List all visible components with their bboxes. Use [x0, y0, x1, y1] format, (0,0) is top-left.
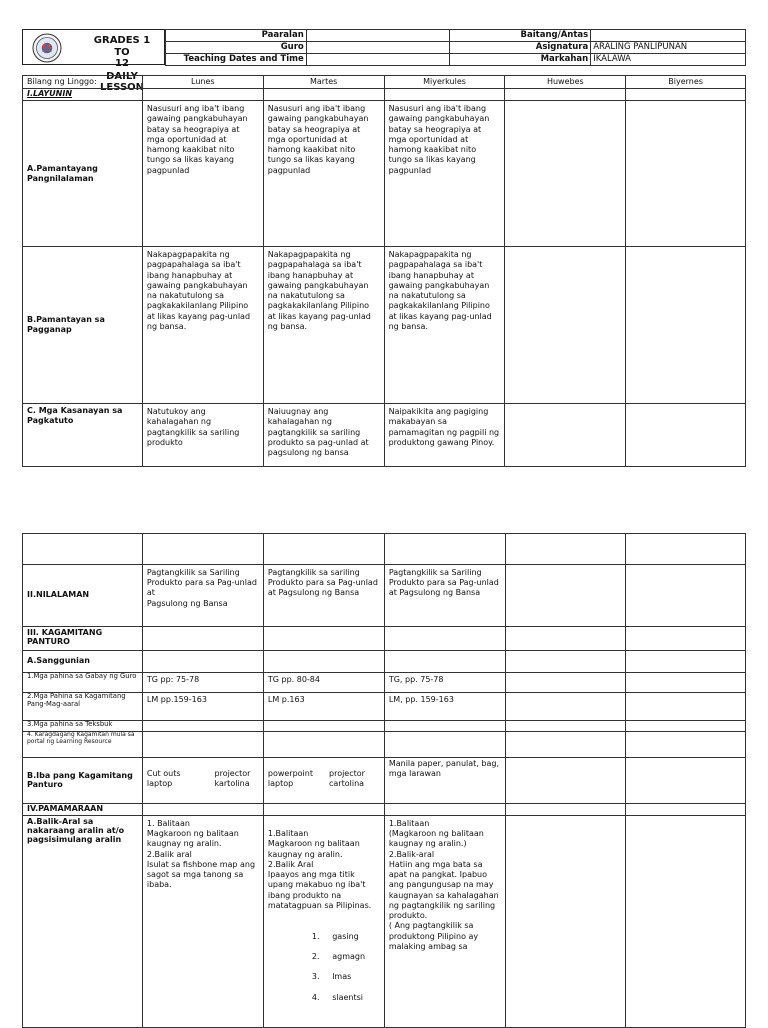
header-title: GRADES 1 TO 12 DAILY LESSON	[93, 35, 151, 93]
label-markahan: Markahan	[450, 54, 591, 66]
row-label-nilalaman: II.NILALAMAN	[23, 565, 143, 627]
cell-tuesday	[263, 758, 384, 804]
cell-thursday	[505, 758, 626, 804]
cell-wednesday: Pagtangkilik sa Sariling Produkto para sa Pag-unlad at Pagsulong ng Bansa	[384, 565, 505, 627]
value-teaching-dates[interactable]	[306, 54, 450, 66]
resource-list	[268, 769, 380, 789]
header-info-table	[165, 29, 746, 66]
empty-cell	[384, 651, 505, 673]
week-label: Bilang ng Linggo:	[23, 76, 143, 89]
day-wednesday: Miyerkules	[384, 76, 505, 89]
cell-friday	[626, 404, 746, 467]
row-label-pamantayang-pangnilalaman: A.Pamantayang Pangnilalaman	[23, 101, 143, 247]
section-pamamaraan-title: IV.PAMAMARAAN	[23, 803, 143, 815]
empty-cell	[263, 651, 384, 673]
label-paaralan: Paaralan	[166, 30, 307, 42]
cell-thursday	[505, 404, 626, 467]
cell-monday: TG pp: 75-78	[142, 673, 263, 693]
resource-items: Cut outs laptop	[146, 769, 181, 789]
cell-wednesday: Nasusuri ang iba't ibang gawaing pangkabuhayan batay sa heograpiya at mga oportunidad at hamong kaakibat nito tungo sa likas kayang pagpunlad	[384, 101, 505, 247]
resource-items: projector kartolina	[214, 769, 251, 789]
label-teaching-dates: Teaching Dates and Time	[166, 54, 307, 66]
cell-monday: 1. Balitaan Magkaroon ng balitaan kaugnay ng aralin. 2.Balik aral Isulat sa fishbone map ang sagot sa mga tanong sa ibaba.	[142, 815, 263, 1027]
cell-monday: Nakapagpapakita ng pagpapahalaga sa iba't ibang hanapbuhay at gawaing pangkabuhayan na nakatutulong sa pagkakakilanlang Pilipino at likas kayang pag-unlad ng bansa.	[142, 247, 263, 404]
empty-cell	[505, 627, 626, 651]
cell-tuesday: TG pp. 80-84	[263, 673, 384, 693]
row-label-gabay-ng-guro: 1.Mga pahina sa Gabay ng Guro	[23, 673, 143, 693]
cell-monday	[142, 758, 263, 804]
days-header-row	[23, 76, 746, 89]
resource-items: powerpoint laptop	[267, 769, 313, 789]
table-row	[23, 732, 746, 758]
empty-cell	[626, 651, 746, 673]
cell-friday	[626, 247, 746, 404]
row-label-learning-resource: 4. Karagdagang Kagamitan mula sa portal ng Learning Resource	[23, 732, 143, 758]
table-row	[23, 651, 746, 673]
cell-tuesday	[263, 732, 384, 758]
cell-monday	[142, 732, 263, 758]
empty-cell	[142, 534, 263, 565]
table-row	[23, 404, 746, 467]
table-row	[23, 815, 746, 1027]
cell-monday: Natutukoy ang kahalagahan ng pagtangkilik sa sariling produkto	[142, 404, 263, 467]
table-row	[23, 693, 746, 721]
empty-cell	[263, 803, 384, 815]
cell-thursday	[505, 815, 626, 1027]
empty-cell	[142, 89, 263, 101]
cell-tuesday: Nasusuri ang iba't ibang gawaing pangkabuhayan batay sa heograpiya at mga oportunidad at hamong kaakibat nito tungo sa likas kayang pagpunlad	[263, 101, 384, 247]
row-label-balik-aral: A.Balik-Aral sa nakaraang aralin at/o pagsisimulang aralin	[23, 815, 143, 1027]
row-label-teksbuk: 3.Mga pahina sa Teksbuk	[23, 721, 143, 732]
row-label-kagamitang-pang-mag-aaral: 2.Mga Pahina sa Kagamitang Pang-Mag-aaral	[23, 693, 143, 721]
value-guro[interactable]	[306, 42, 450, 54]
deped-seal-icon	[32, 33, 62, 63]
table-row	[23, 721, 746, 732]
empty-cell	[384, 89, 505, 101]
row-label-iba-pang-kagamitan: B.Iba pang Kagamitang Panturo	[23, 758, 143, 804]
cell-friday	[626, 815, 746, 1027]
row-label-sanggunian: A.Sanggunian	[23, 651, 143, 673]
cell-friday	[626, 101, 746, 247]
header-row	[166, 54, 746, 66]
empty-cell	[505, 534, 626, 565]
empty-cell	[384, 534, 505, 565]
cell-monday: Pagtangkilik sa Sariling Produkto para sa Pag-unlad at Pagsulong ng Bansa	[142, 565, 263, 627]
empty-cell	[626, 534, 746, 565]
table-row	[23, 565, 746, 627]
cell-monday: LM pp.159-163	[142, 693, 263, 721]
cell-monday: Nasusuri ang iba't ibang gawaing pangkabuhayan batay sa heograpiya at mga oportunidad at hamong kaakibat nito tungo sa likas kayang pagpunlad	[142, 101, 263, 247]
empty-cell	[142, 627, 263, 651]
cell-wednesday: 1.Balitaan (Magkaroon ng balitaan kaugnay ng aralin.) 2.Balik-aral Hatiin ang mga bata sa apat na pangkat. Ipabuo ang pangungusap na may kaugnayan sa kahalagahan ng pagtangkilik ng sariling produkto. ( Ang pagtangkilik sa produktong Pilipino ay malaking ambag sa	[384, 815, 505, 1027]
label-baitang: Baitang/Antas	[450, 30, 591, 42]
section-layunin-title: I.LAYUNIN	[23, 89, 143, 101]
lesson-table-content	[22, 533, 746, 1028]
label-guro: Guro	[166, 42, 307, 54]
value-baitang[interactable]	[591, 30, 746, 42]
cell-wednesday: Naipakikita ang pagiging makabayan sa pamamagitan ng pagpili ng produktong gawang Pinoy.	[384, 404, 505, 467]
list-item: 4. slaentsi	[311, 992, 364, 1002]
cell-wednesday: LM, pp. 159-163	[384, 693, 505, 721]
empty-cell	[263, 534, 384, 565]
cell-thursday	[505, 565, 626, 627]
value-asignatura[interactable]: ARALING PANLIPUNAN	[591, 42, 746, 54]
header-row	[166, 30, 746, 42]
table-row	[23, 247, 746, 404]
empty-cell	[626, 89, 746, 101]
empty-cell	[23, 534, 143, 565]
table-row	[23, 673, 746, 693]
empty-cell	[142, 803, 263, 815]
cell-wednesday: TG, pp. 75-78	[384, 673, 505, 693]
cell-thursday	[505, 101, 626, 247]
cell-friday	[626, 758, 746, 804]
empty-cell	[626, 803, 746, 815]
day-monday: Lunes	[142, 76, 263, 89]
empty-cell	[384, 803, 505, 815]
label-asignatura: Asignatura	[450, 42, 591, 54]
table-row	[23, 627, 746, 651]
scrambled-words-list	[312, 921, 380, 1013]
empty-cell	[263, 627, 384, 651]
cell-tuesday	[263, 721, 384, 732]
value-paaralan[interactable]	[306, 30, 450, 42]
cell-wednesday: Nakapagpapakita ng pagpapahalaga sa iba't ibang hanapbuhay at gawaing pangkabuhayan na nakatutulong sa pagkakakilanlang Pilipino at likas kayang pag-unlad ng bansa.	[384, 247, 505, 404]
section-row	[23, 89, 746, 101]
row-label-mga-kasanayan: C. Mga Kasanayan sa Pagkatuto	[23, 404, 143, 467]
cell-wednesday	[384, 721, 505, 732]
day-friday: Biyernes	[626, 76, 746, 89]
cell-tuesday: Naiuugnay ang kahalagahan ng pagtangkilik sa sariling produkto sa pag-unlad at pagsulong ng bansa	[263, 404, 384, 467]
table-row	[23, 101, 746, 247]
empty-cell	[263, 89, 384, 101]
cell-friday	[626, 565, 746, 627]
cell-friday	[626, 673, 746, 693]
value-markahan[interactable]: IKALAWA	[591, 54, 746, 66]
cell-thursday	[505, 247, 626, 404]
cell-tuesday: Pagtangkilik sa sariling Produkto para sa Pag-unlad at Pagsulong ng Bansa	[263, 565, 384, 627]
day-thursday: Huwebes	[505, 76, 626, 89]
cell-tuesday	[263, 815, 384, 1027]
list-item: 1. gasing	[311, 931, 359, 941]
cell-thursday	[505, 721, 626, 732]
cell-tuesday: LM p.163	[263, 693, 384, 721]
table-row	[23, 534, 746, 565]
empty-cell	[384, 627, 505, 651]
table-row	[23, 758, 746, 804]
empty-cell	[505, 651, 626, 673]
list-item: 3. lmas	[311, 972, 352, 982]
procedure-text: 1.Balitaan Magkaroon ng balitaan kaugnay ng aralin. 2.Balik Aral Ipaayos ang mga titik upang makabuo ng iba't ibang produkto na matatagpuan sa Pilipinas.	[267, 829, 372, 910]
resource-items: projector cartolina	[329, 769, 365, 789]
row-label-pamantayan-sa-pagganap: B.Pamantayan sa Pagganap	[23, 247, 143, 404]
cell-thursday	[505, 732, 626, 758]
cell-monday	[142, 721, 263, 732]
cell-friday	[626, 693, 746, 721]
cell-wednesday: Manila paper, panulat, bag, mga larawan	[384, 758, 505, 804]
row-label-kagamitang-panturo: III. KAGAMITANG PANTURO	[23, 627, 143, 651]
cell-wednesday	[384, 732, 505, 758]
cell-friday	[626, 732, 746, 758]
section-row	[23, 803, 746, 815]
empty-cell	[505, 803, 626, 815]
list-item: 2. agmagn	[311, 951, 366, 961]
header-row	[166, 42, 746, 54]
cell-thursday	[505, 693, 626, 721]
resource-list	[147, 769, 259, 789]
cell-tuesday: Nakapagpapakita ng pagpapahalaga sa iba't ibang hanapbuhay at gawaing pangkabuhayan na nakatutulong sa pagkakakilanlang Pilipino at likas kayang pag-unlad ng bansa.	[263, 247, 384, 404]
empty-cell	[626, 627, 746, 651]
cell-friday	[626, 721, 746, 732]
day-tuesday: Martes	[263, 76, 384, 89]
empty-cell	[142, 651, 263, 673]
lesson-table-objectives	[22, 75, 746, 467]
empty-cell	[505, 89, 626, 101]
cell-thursday	[505, 673, 626, 693]
